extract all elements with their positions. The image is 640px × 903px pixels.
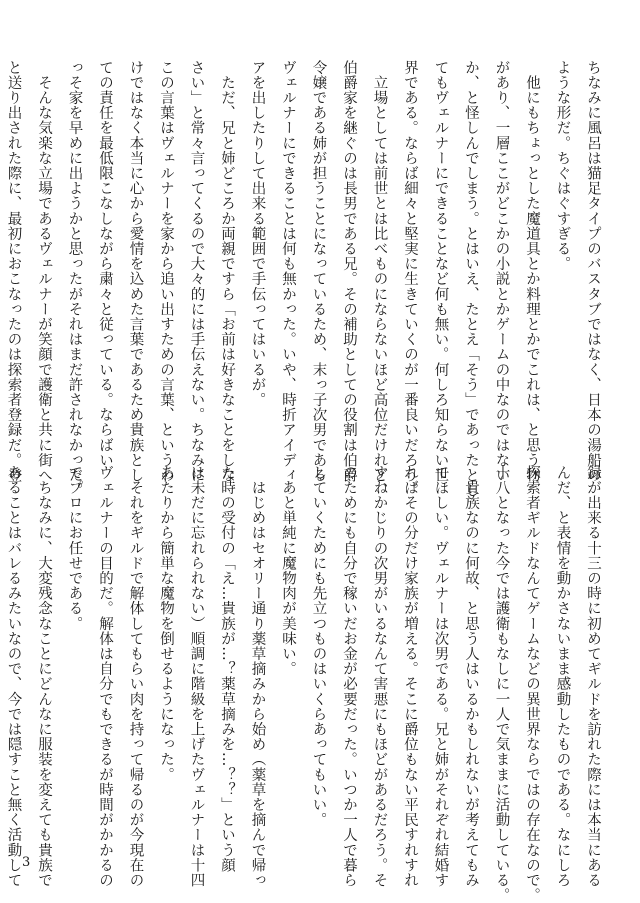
text-line: していくためにも先立つものはいくらあってもいい。 <box>310 465 327 828</box>
text-line: ちなみに、大変残念なことにどんなに服装を変えても貴族で <box>36 465 52 888</box>
text-line: ヴェルナーにできることは何も無かった。いや、時折アイディ <box>280 60 296 483</box>
text-line: 界である。ならば細々と堅実に生きていくのが一番良いだろう。 <box>402 60 418 498</box>
text-line: ような形だ。ちぐはぐすぎる。 <box>554 60 571 272</box>
text-line: 他にもちょっとした魔道具とか料理とかでこれは、と思う物 <box>524 60 540 483</box>
text-line: でプロにお任せである。 <box>66 465 83 632</box>
text-line: 立場としては前世とは比べものにならないほど高位だけれど、 <box>371 60 388 498</box>
text-line: があり、一層ここがどこかの小説とかゲームの中なのではない <box>493 60 510 483</box>
text-line: 探索者ギルドなんてゲームなどの異世界ならではの存在なので。 <box>524 465 540 903</box>
text-line: と送り出された際に、最初におこなったのは探索者登録だ。登 <box>5 60 22 483</box>
text-line: ヴェルナーの目的だ。解体は自分でもできるが時間がかかるの <box>97 465 113 888</box>
text-line: 令嬢である姉が担うことになっているため、末っ子次男である <box>310 60 327 483</box>
text-line: アを出したりして出来る範囲で手伝ってはいるが。 <box>249 60 266 408</box>
text-line: あることはバレるみたいなので、今では隠すこと無く活動して <box>5 465 22 888</box>
text-line: そんな気楽な立場であるヴェルナーが笑顔で護衛と共に街へ <box>36 60 52 483</box>
text-line: 録が出来る十三の時に初めてギルドを訪れた際には本当にある <box>585 465 601 888</box>
text-line: すねかじりの次男がいるなんて害悪にもほどがあるだろう。そ <box>371 465 388 888</box>
text-line: はじめはセオリー通り薬草摘みから始め（薬草を摘んで帰っ <box>249 465 266 888</box>
text-line: か、と怪しんでしまう。とはいえ、たとえ「そう」であったとし <box>463 60 479 498</box>
text-line: それをギルドで解体してもらい肉を持って帰るのが今現在の <box>127 465 144 888</box>
text-line: ての責任を最低限こなしながら粛々と従っている。ならばい <box>97 60 113 468</box>
text-line: た時の受付の「え…貴族が…？薬草摘みを…？？」という顔 <box>219 465 235 873</box>
text-line: さい」と常々言ってくるので大々的には手伝えない。ちなみに <box>188 60 205 483</box>
text-block-lower <box>5 465 608 903</box>
text-line: この言葉はヴェルナーを家から追い出すための言葉、というわ <box>158 60 174 483</box>
text-line: 伯爵家を継ぐのは長男である兄。その補助としての役割は伯爵 <box>341 60 357 483</box>
text-line: あと単純に魔物肉が美味い。 <box>280 465 296 677</box>
text-line: のためにも自分で稼いだお金が必要だった。いつか一人で暮ら <box>341 465 357 888</box>
text-line: 貴族なのに何故、と思う人はいるかもしれないが考えてもみ <box>463 465 479 888</box>
text-line: っそ家を早めに出ようかと思ったがそれはまだ許されなかった。 <box>66 60 83 498</box>
text-line: てほしい。ヴェルナーは次男である。兄と姉がそれぞれ結婚す <box>432 465 449 888</box>
text-line: ちなみに風呂は猫足タイプのバスタブではなく、日本の湯船の <box>585 60 601 483</box>
text-line: あたりから簡単な魔物を倒せるようになった。 <box>158 465 174 783</box>
text-line: は未だに忘れられない）順調に階級を上げたヴェルナーは十四 <box>188 465 205 888</box>
text-line: ただ、兄と姉どころか両親ですら「お前は好きなことをしな <box>219 60 235 483</box>
text-line: てもヴェルナーにできることなど何も無い。何しろ知らない世 <box>432 60 449 483</box>
text-line: んだ、と表情を動かさないまま感動したものである。なにしろ <box>554 465 571 888</box>
text-line: 十八となった今では護衛もなしに一人で気ままに活動している。 <box>493 465 510 903</box>
text-line: けではなく本当に心から愛情を込めた言葉であるため貴族とし <box>127 60 144 483</box>
text-line: ればその分だけ家族が増える。そこに爵位もない平民すれすれ <box>402 465 418 888</box>
page-number: 3 <box>22 855 31 870</box>
text-block-upper <box>5 60 608 498</box>
